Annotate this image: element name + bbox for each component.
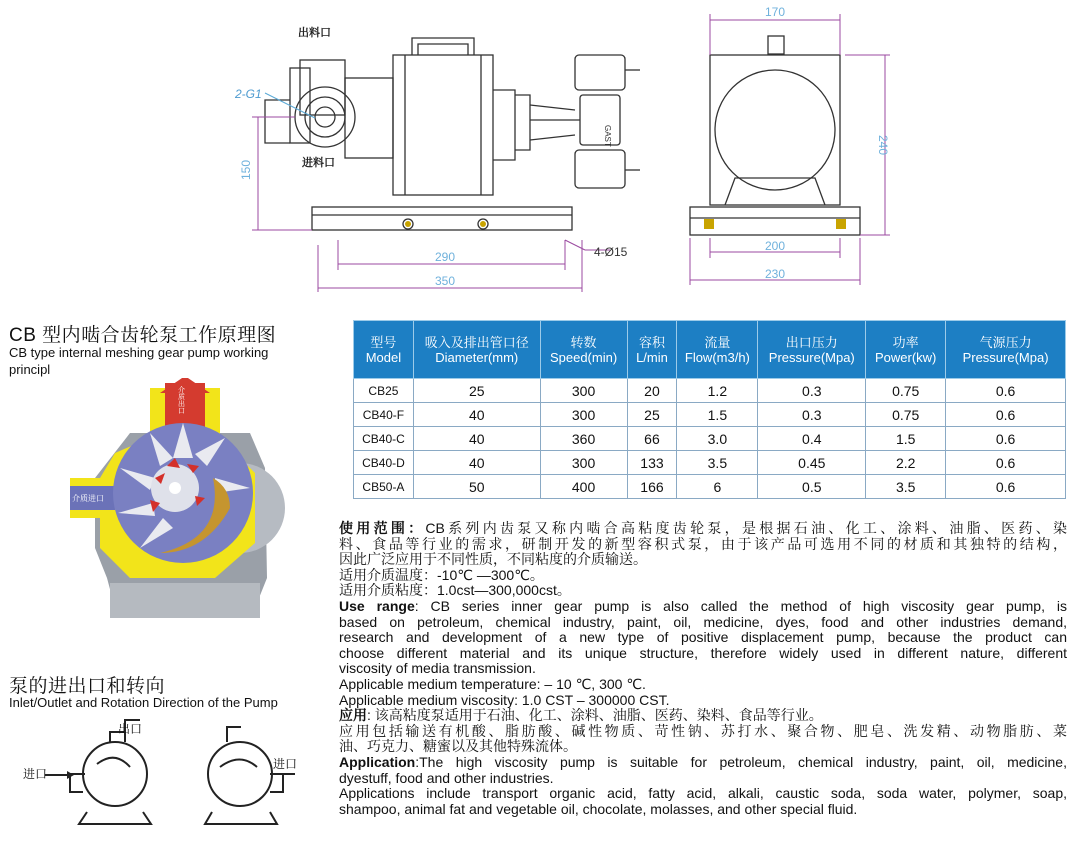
visc-cn: 适用介质粘度：1.0cst—300,000cst。: [339, 582, 571, 599]
table-cell: 1.5: [866, 427, 946, 451]
gear-pump-principle-diagram: [55, 378, 295, 623]
principle-inlet-label: 介质进口: [72, 494, 104, 503]
table-cell: 300: [540, 403, 627, 427]
table-cell: 2.2: [866, 451, 946, 475]
table-cell: 66: [627, 427, 677, 451]
table-cell: 6: [677, 475, 758, 499]
table-cell: 25: [413, 379, 540, 403]
port-size-label: 2-G1: [235, 87, 262, 101]
use-range-en-line-2: based on petroleum, chemical industry, paint, oil, medicine, dyes, food and other industries demand,: [339, 613, 1067, 630]
header-model: 型号 Model: [354, 321, 414, 379]
use-range-en-line-3: research and development of a new type of positive displacement pump, because the product can: [339, 629, 1067, 646]
app-cn-line-2: 应用包括输送有机酸、脂肪酸、碱性物质、苛性钠、苏打水、聚合物、肥皂、洗发精、动物脂肪、菜: [339, 722, 1067, 739]
pump-side-view-drawing: [680, 0, 900, 300]
spec-table: [353, 320, 1066, 499]
table-cell: 400: [540, 475, 627, 499]
table-cell: 3.5: [866, 475, 946, 499]
header-volume: 容积 L/min: [627, 321, 677, 379]
table-cell: 133: [627, 451, 677, 475]
table-cell: CB40-D: [354, 451, 414, 475]
table-row: [354, 379, 1066, 403]
rotation-outlet-label: 出口: [118, 722, 143, 736]
dim-base-inner-label: 200: [764, 239, 786, 253]
spec-table-header-row: [354, 321, 1066, 379]
table-cell: 0.6: [946, 403, 1066, 427]
principle-title-cn: CB 型内啮合齿轮泵工作原理图: [9, 325, 277, 346]
header-air-pressure: 气源压力 Pressure(Mpa): [946, 321, 1066, 379]
table-cell: 0.4: [758, 427, 866, 451]
table-cell: 40: [413, 427, 540, 451]
app-cn-line-1: 应用: 该高粘度泵适用于石油、化工、涂料、油脂、医药、染料、食品等行业。: [339, 707, 823, 724]
table-row: [354, 427, 1066, 451]
header-outlet-pressure: 出口压力 Pressure(Mpa): [758, 321, 866, 379]
table-cell: 300: [540, 379, 627, 403]
dim-hole-spacing-label: 290: [434, 250, 456, 264]
visc-en: Applicable medium viscosity: 1.0 CST – 300000 CST.: [339, 691, 670, 708]
principle-outlet-label: 介质出口: [177, 386, 185, 414]
table-cell: 3.5: [677, 451, 758, 475]
dim-holes-label: 4-Ø15: [594, 245, 628, 259]
table-cell: 0.45: [758, 451, 866, 475]
table-cell: 25: [627, 403, 677, 427]
header-power: 功率 Power(kw): [866, 321, 946, 379]
use-range-en-line-5: viscosity of media transmission.: [339, 660, 536, 677]
dim-top-label: 170: [764, 5, 786, 19]
table-cell: 0.6: [946, 475, 1066, 499]
table-row: [354, 475, 1066, 499]
use-range-en-line-4: choose different material and its unique structure, therefore widely used in different nature, different: [339, 644, 1067, 661]
app-en-line-3: Applications include transport organic acid, fatty acid, alkali, caustic soda, soda water, polymer, soap,: [339, 785, 1067, 802]
temp-cn: 适用介质温度：-10℃ —300℃。: [339, 566, 544, 583]
use-range-cn-line-3: 因此广泛应用于不同性质，不同粘度的介质输送。: [339, 551, 647, 568]
table-cell: CB40-F: [354, 403, 414, 427]
use-range-cn-line-1: 使用范围：CB系列内齿泵又称内啮合高粘度齿轮泵，是根据石油、化工、涂料、油脂、医药、染: [339, 520, 1068, 536]
table-cell: 50: [413, 475, 540, 499]
table-cell: 3.0: [677, 427, 758, 451]
dim-height-label: 150: [239, 159, 253, 180]
table-row: [354, 451, 1066, 475]
use-range-cn-line-2: 料、食品等行业的需求，研制开发的新型容积式泵，由于该产品可选用不同的材质和其独特的结构，: [339, 535, 1067, 552]
table-cell: 0.6: [946, 451, 1066, 475]
rotation-inlet-label-right: 进口: [273, 757, 298, 771]
pump-front-view-drawing: [230, 0, 670, 300]
rotation-direction-diagram: [15, 712, 300, 832]
rotation-title-en: Inlet/Outlet and Rotation Direction of the Pump: [9, 695, 278, 710]
dim-side-height-label: 240: [876, 134, 890, 156]
table-cell: 20: [627, 379, 677, 403]
table-cell: 0.3: [758, 403, 866, 427]
table-cell: 40: [413, 403, 540, 427]
app-en-line-4: shampoo, animal fat and vegetable oil, chocolate, molasses, and other special fluid.: [339, 800, 858, 817]
table-cell: 1.2: [677, 379, 758, 403]
principle-title-en-1: CB type internal meshing gear pump working: [9, 345, 269, 360]
table-cell: 166: [627, 475, 677, 499]
table-row: [354, 403, 1066, 427]
table-cell: 1.5: [677, 403, 758, 427]
table-cell: CB50-A: [354, 475, 414, 499]
table-cell: 360: [540, 427, 627, 451]
header-diameter: 吸入及排出管口径 Diameter(mm): [413, 321, 540, 379]
rotation-title-cn: 泵的进出口和转向: [9, 676, 166, 697]
outlet-label: 出料口: [298, 27, 331, 39]
table-cell: 300: [540, 451, 627, 475]
dim-overall-length-label: 350: [434, 274, 456, 288]
table-cell: 0.6: [946, 379, 1066, 403]
table-cell: CB25: [354, 379, 414, 403]
description-block: [339, 521, 1067, 817]
table-cell: 0.6: [946, 427, 1066, 451]
app-en-line-2: dyestuff, food and other industries.: [339, 769, 554, 786]
app-en-line-1: Application:The high viscosity pump is suitable for petroleum, chemical industry, paint, oil, medicine,: [339, 753, 1067, 770]
table-cell: 0.75: [866, 403, 946, 427]
table-cell: 40: [413, 451, 540, 475]
dim-base-outer-label: 230: [764, 267, 786, 281]
principle-title-en-2: principl: [9, 362, 51, 377]
temp-en: Applicable medium temperature: – 10 ℃, 300 ℃.: [339, 675, 646, 692]
app-cn-line-3: 油、巧克力、糖蜜以及其他特殊流体。: [339, 738, 577, 755]
rotation-inlet-label-left: 进口: [23, 767, 48, 781]
table-cell: 0.75: [866, 379, 946, 403]
header-flow: 流量 Flow(m3/h): [677, 321, 758, 379]
table-cell: 0.5: [758, 475, 866, 499]
motor-brand-label: GAST: [603, 125, 612, 147]
header-speed: 转数 Speed(min): [540, 321, 627, 379]
table-cell: 0.3: [758, 379, 866, 403]
use-range-en-line-1: Use range: CB series inner gear pump is also called the method of high viscosity gear pump, is: [339, 597, 1067, 614]
inlet-label: 进料口: [302, 157, 335, 169]
table-cell: CB40-C: [354, 427, 414, 451]
